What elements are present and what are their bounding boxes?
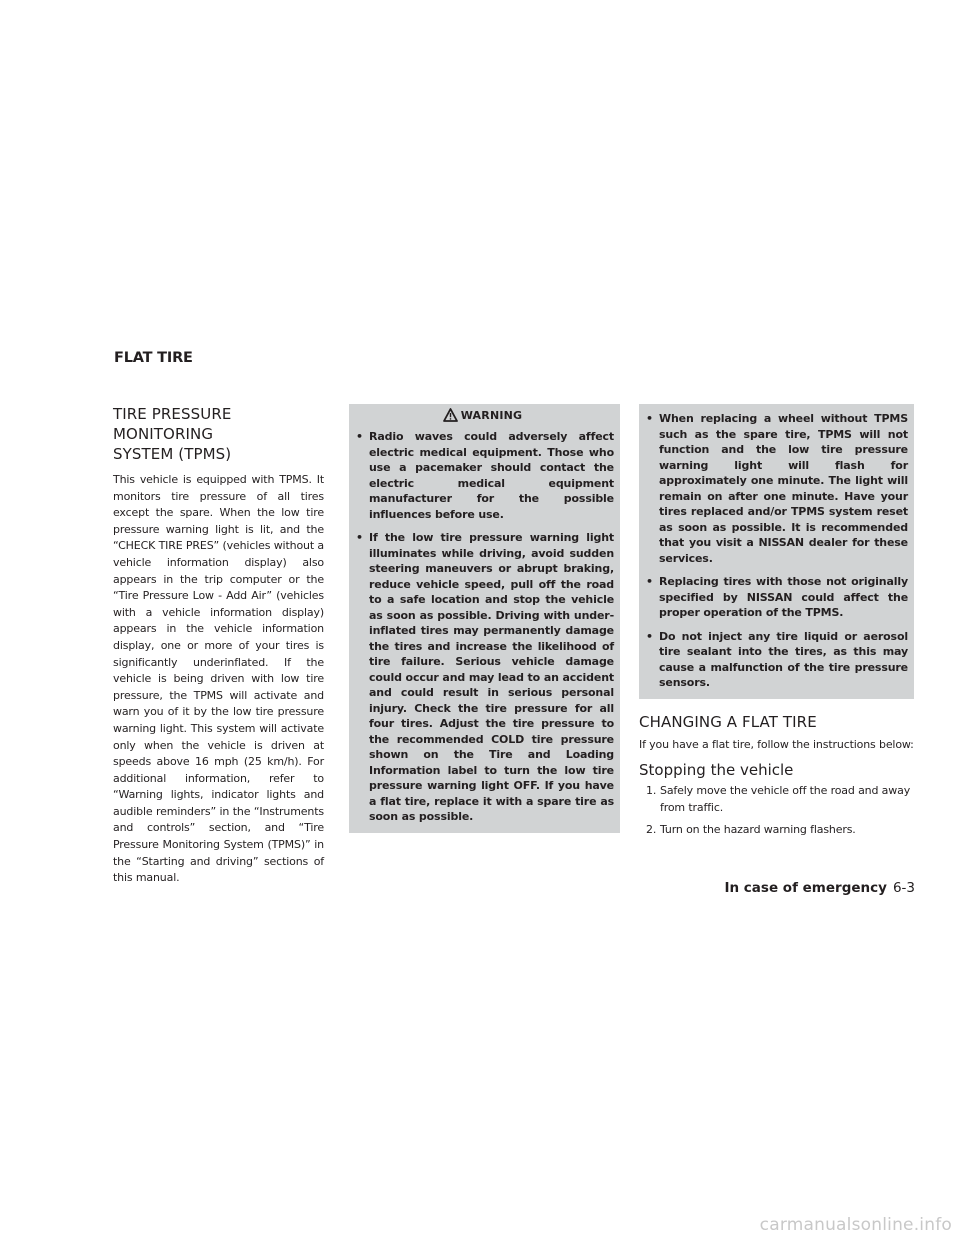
stopping-title: Stopping the vehicle [639,761,794,780]
warning-item: • When replacing a wheel without TPMS such as the spare tire, TPMS will not function and the low tire pressure warning light will flash for approximately one minute. The light will remain on after one minute. Have your tires replaced and/or TPMS system reset as soon as possible. It is recommended that you visit a NISSAN dealer for these services. [646,412,908,565]
steps-list [639,783,914,839]
warning-item: • Radio waves could adversely affect electric medical equipment. Those who use a pacemaker should contact the electric medical equipment manufacturer for the possible influences before use. [356,430,614,521]
changing-title: CHANGING A FLAT TIRE [639,712,817,731]
warning-item: • Replacing tires with those not originally specified by NISSAN could affect the proper operation of the TPMS. [646,575,908,619]
warning-label: WARNING [460,408,523,422]
footer-section: In case of emergency [724,880,887,896]
warning-triangle-icon [443,408,458,422]
step-item: 1. Safely move the vehicle off the road and away from traffic. [646,784,911,814]
warning-box-continued [639,404,914,699]
section-header: FLAT TIRE [114,350,193,366]
tpms-title [113,404,324,464]
page-number: 6-3 [892,880,915,896]
warning-item: • Do not inject any tire liquid or aerosol tire sealant into the tires, as this may cause a malfunction of the tire pressure sensors. [646,629,908,689]
step-item: 2. Turn on the hazard warning flashers. [646,823,856,837]
page-footer [724,880,915,896]
column-warning [349,404,620,833]
warning-header [351,404,614,426]
warning-item: • If the low tire pressure warning light illuminates while driving, avoid sudden steering maneuvers or abrupt braking, reduce vehicle speed, pull off the road to a safe location and stop the vehicle as soon as possible. Driving with under-inflated tires may permanently damage the tires and increase the likelihood of tire failure. Serious vehicle damage could occur and may lead to an accident and could result in serious personal injury. Check the tire pressure for all four tires. Adjust the tire pressure to the recommended COLD tire pressure shown on the Tire and Loading Information label to turn the low tire pressure warning light OFF. If you have a flat tire, replace it with a spare tire as soon as possible. [356,531,614,823]
changing-body: If you have a flat tire, follow the instructions below: [639,737,914,751]
column-changing [639,404,914,845]
watermark[interactable]: carmanualsonline.info [759,1215,952,1235]
warning-list [351,429,614,825]
warning-box [349,404,620,833]
tpms-title-line2: SYSTEM (TPMS) [113,445,232,463]
warning-list [641,411,908,691]
column-tpms [113,404,324,887]
tpms-title-line1: TIRE PRESSURE MONITORING [113,405,232,443]
tpms-body: This vehicle is equipped with TPMS. It monitors tire pressure of all tires except the spare. When the low tire pressure warning light is lit, and the “CHECK TIRE PRES” (vehicles without a vehicle information display) also appears in the trip computer or the “Tire Pressure Low - Add Air” (vehicles with a vehicle information display) appears in the vehicle information display, one or more of your tires is significantly underinflated. If the vehicle is being driven with low tire pressure, the TPMS will activate and warn you of it by the low tire pressure warning light. This system will activate only when the vehicle is driven at speeds above 16 mph (25 km/h). For additional information, refer to “Warning lights, indicator lights and audible reminders” in the “Instruments and controls” section, and “Tire Pressure Monitoring System (TPMS)” in the “Starting and driving” sections of this manual. [113,473,324,885]
